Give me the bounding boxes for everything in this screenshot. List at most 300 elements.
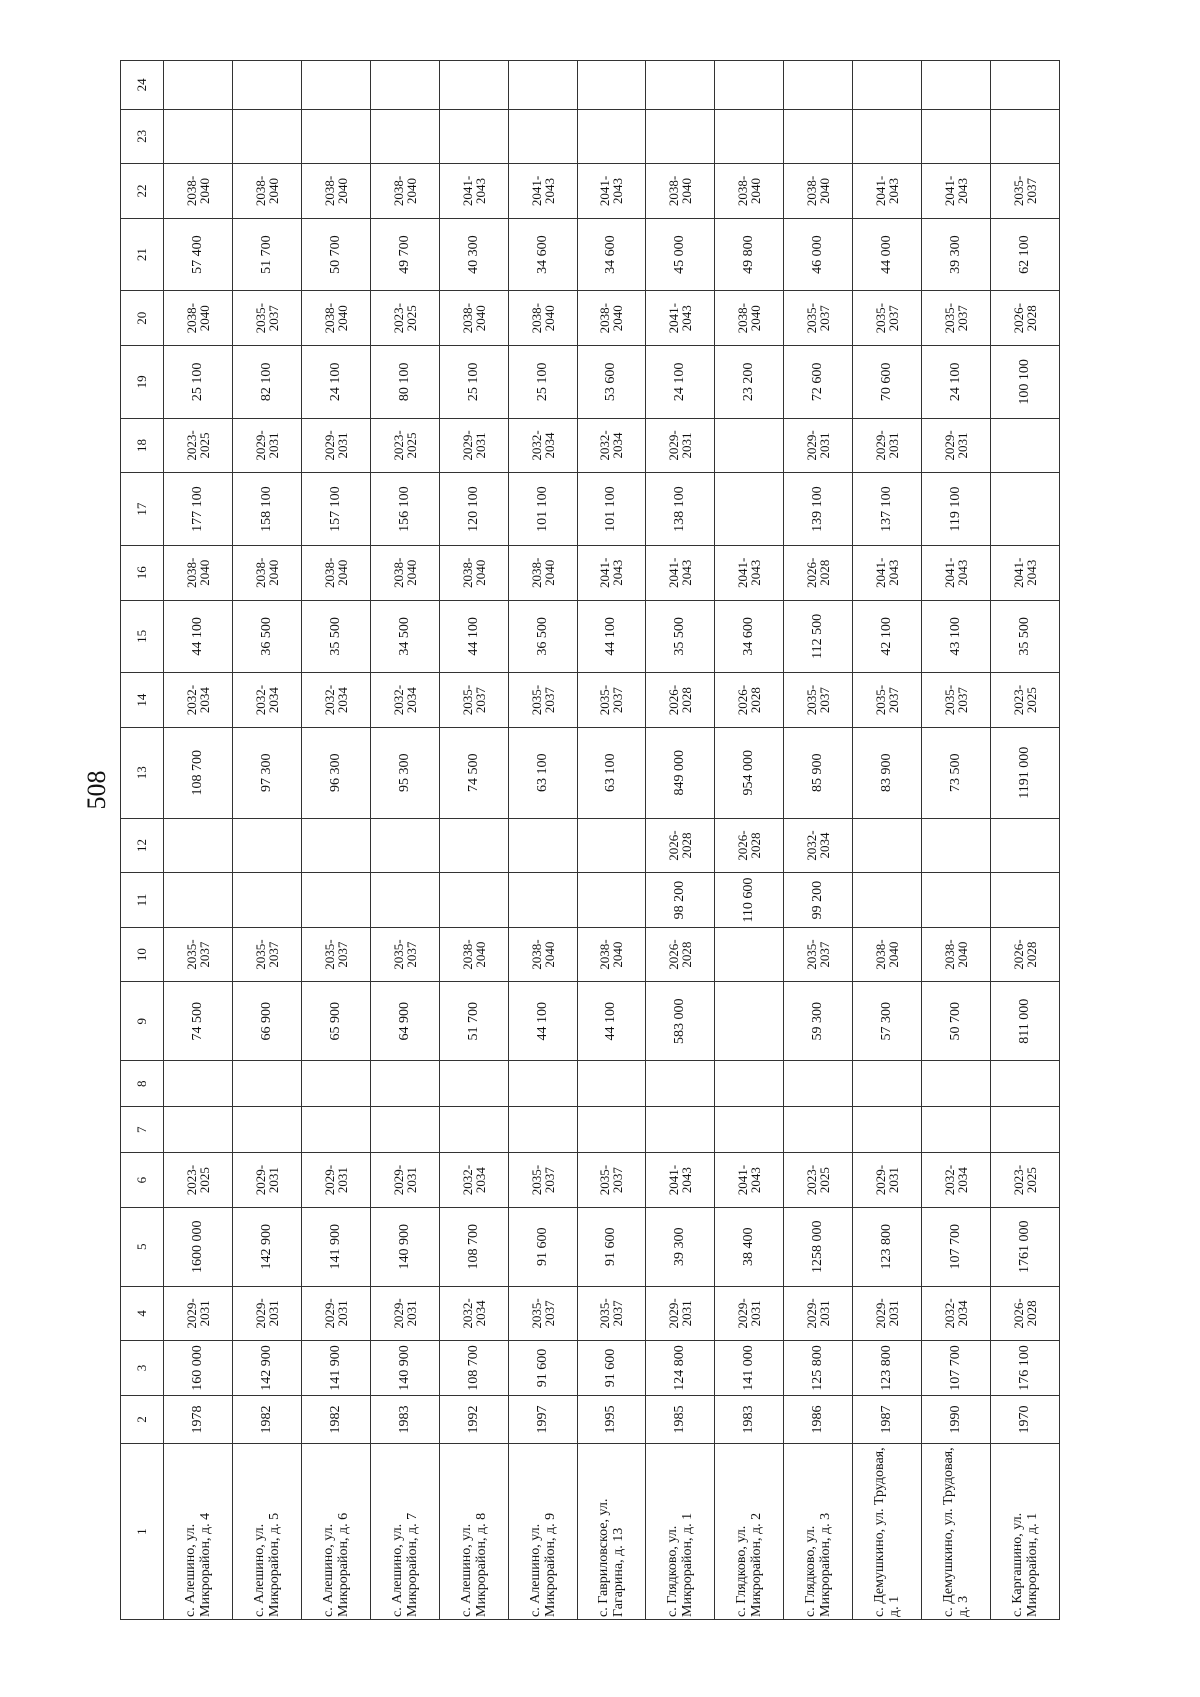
- table-cell: 140 900: [370, 1341, 439, 1396]
- address-cell: с. Глядково, ул. Микрорайон, д. 3: [784, 1444, 853, 1620]
- table-row: [784, 61, 853, 1620]
- table-cell: 158 100: [232, 473, 301, 546]
- table-cell: 141 900: [301, 1207, 370, 1286]
- table-cell: [853, 1061, 922, 1107]
- table-cell: 2029-2031: [370, 1153, 439, 1208]
- table-cell: [853, 873, 922, 928]
- table-cell: 73 500: [922, 727, 991, 818]
- table-cell: 2029-2031: [784, 418, 853, 473]
- table-cell: 2038-2040: [577, 927, 646, 982]
- table-cell: 1258 000: [784, 1207, 853, 1286]
- table-cell: [370, 1061, 439, 1107]
- table-cell: 1985: [646, 1395, 715, 1443]
- table-cell: 2041-2043: [508, 164, 577, 219]
- table-cell: 2038-2040: [439, 291, 508, 346]
- table-cell: 101 100: [577, 473, 646, 546]
- table-row: [646, 61, 715, 1620]
- table-cell: 63 100: [577, 727, 646, 818]
- table-cell: [577, 873, 646, 928]
- table-cell: [922, 61, 991, 110]
- column-header: 10: [121, 927, 164, 982]
- address-cell: с. Алешино, ул. Микрорайон, д. 9: [508, 1444, 577, 1620]
- table-cell: [577, 61, 646, 110]
- table-cell: 95 300: [370, 727, 439, 818]
- table-cell: 2023-2025: [164, 418, 233, 473]
- table-cell: [922, 818, 991, 873]
- table-cell: 44 000: [853, 218, 922, 291]
- table-cell: 2029-2031: [922, 418, 991, 473]
- table-cell: 1982: [232, 1395, 301, 1443]
- column-header: 5: [121, 1207, 164, 1286]
- table-cell: 51 700: [232, 218, 301, 291]
- table-cell: 25 100: [508, 345, 577, 418]
- table-cell: 2029-2031: [853, 1153, 922, 1208]
- address-cell: с. Алешино, ул. Микрорайон, д. 6: [301, 1444, 370, 1620]
- table-cell: 2029-2031: [232, 1153, 301, 1208]
- table-cell: 64 900: [370, 982, 439, 1061]
- table-cell: 157 100: [301, 473, 370, 546]
- table-cell: [922, 1061, 991, 1107]
- table-cell: 2035-2037: [991, 164, 1060, 219]
- table-cell: 2026-2028: [991, 927, 1060, 982]
- table-cell: 82 100: [232, 345, 301, 418]
- table-cell: 2041-2043: [853, 546, 922, 601]
- table-cell: 70 600: [853, 345, 922, 418]
- table-cell: [922, 109, 991, 164]
- table-cell: 35 500: [991, 600, 1060, 673]
- table-cell: [164, 818, 233, 873]
- table-cell: [370, 1107, 439, 1153]
- column-header: 12: [121, 818, 164, 873]
- table-cell: 2023-2025: [991, 1153, 1060, 1208]
- table-cell: 1983: [370, 1395, 439, 1443]
- table-cell: [232, 873, 301, 928]
- address-cell: с. Демушкино, ул. Трудовая, д. 3: [922, 1444, 991, 1620]
- table-cell: 72 600: [784, 345, 853, 418]
- table-cell: 2032-2034: [508, 418, 577, 473]
- table-cell: [164, 109, 233, 164]
- table-cell: 2032-2034: [439, 1153, 508, 1208]
- table-cell: 107 700: [922, 1341, 991, 1396]
- table-cell: 108 700: [164, 727, 233, 818]
- table-cell: 2038-2040: [508, 291, 577, 346]
- table-cell: 2026-2028: [991, 291, 1060, 346]
- table-cell: 53 600: [577, 345, 646, 418]
- table-cell: 44 100: [577, 982, 646, 1061]
- table-cell: 141 000: [715, 1341, 784, 1396]
- table-cell: [508, 818, 577, 873]
- table-cell: 65 900: [301, 982, 370, 1061]
- table-cell: 44 100: [508, 982, 577, 1061]
- table-cell: 2035-2037: [508, 673, 577, 728]
- table-cell: [232, 1107, 301, 1153]
- address-cell: с. Глядково, ул. Микрорайон, д. 2: [715, 1444, 784, 1620]
- table-cell: 2038-2040: [301, 291, 370, 346]
- address-cell: с. Алешино, ул. Микрорайон, д. 4: [164, 1444, 233, 1620]
- table-cell: 1761 000: [991, 1207, 1060, 1286]
- table-cell: 2038-2040: [508, 927, 577, 982]
- table-cell: 142 900: [232, 1341, 301, 1396]
- table-cell: 954 000: [715, 727, 784, 818]
- table-cell: [164, 873, 233, 928]
- table-cell: 42 100: [853, 600, 922, 673]
- table-cell: 44 100: [577, 600, 646, 673]
- table-cell: [232, 109, 301, 164]
- table-cell: [508, 873, 577, 928]
- table-cell: [715, 473, 784, 546]
- table-cell: 2023-2025: [991, 673, 1060, 728]
- table-cell: 98 200: [646, 873, 715, 928]
- table-cell: 35 500: [646, 600, 715, 673]
- column-header: 17: [121, 473, 164, 546]
- table-cell: [301, 1107, 370, 1153]
- table-cell: 2038-2040: [922, 927, 991, 982]
- column-header: 16: [121, 546, 164, 601]
- table-cell: 2035-2037: [922, 673, 991, 728]
- table-cell: 2038-2040: [164, 291, 233, 346]
- table-cell: 34 600: [508, 218, 577, 291]
- table-cell: 2029-2031: [853, 1286, 922, 1341]
- column-header: 8: [121, 1061, 164, 1107]
- table-cell: 2038-2040: [232, 546, 301, 601]
- table-cell: 2035-2037: [508, 1286, 577, 1341]
- table-cell: 2041-2043: [439, 164, 508, 219]
- address-cell: с. Демушкино, ул. Трудовая, д. 1: [853, 1444, 922, 1620]
- table-cell: [784, 1107, 853, 1153]
- table-row: [301, 61, 370, 1620]
- table-cell: 177 100: [164, 473, 233, 546]
- table-cell: [991, 109, 1060, 164]
- table-cell: 2026-2028: [646, 927, 715, 982]
- table-cell: 2038-2040: [439, 927, 508, 982]
- table-cell: 2032-2034: [164, 673, 233, 728]
- table-cell: 2029-2031: [439, 418, 508, 473]
- address-cell: с. Гавриловское, ул. Гагарина, д. 13: [577, 1444, 646, 1620]
- column-header: 24: [121, 61, 164, 110]
- table-cell: 2035-2037: [577, 1153, 646, 1208]
- table-cell: [508, 1107, 577, 1153]
- address-cell: с. Алешино, ул. Микрорайон, д. 8: [439, 1444, 508, 1620]
- table-row: [577, 61, 646, 1620]
- table-cell: 2029-2031: [784, 1286, 853, 1341]
- table-cell: 2035-2037: [232, 927, 301, 982]
- table-cell: 34 600: [715, 600, 784, 673]
- table-cell: 51 700: [439, 982, 508, 1061]
- column-header: 22: [121, 164, 164, 219]
- table-cell: [991, 473, 1060, 546]
- table-cell: 39 300: [646, 1207, 715, 1286]
- table-cell: 50 700: [922, 982, 991, 1061]
- table-cell: [922, 1107, 991, 1153]
- table-cell: [164, 1107, 233, 1153]
- table-cell: 1978: [164, 1395, 233, 1443]
- column-header: 1: [121, 1444, 164, 1620]
- table-cell: [370, 61, 439, 110]
- address-cell: с. Глядково, ул. Микрорайон, д. 1: [646, 1444, 715, 1620]
- table-cell: 36 500: [508, 600, 577, 673]
- table-cell: 91 600: [508, 1341, 577, 1396]
- table-cell: 91 600: [577, 1207, 646, 1286]
- table-cell: 2026-2028: [991, 1286, 1060, 1341]
- table-cell: 2026-2028: [715, 673, 784, 728]
- table-cell: 2041-2043: [646, 1153, 715, 1208]
- column-header: 13: [121, 727, 164, 818]
- table-cell: 2029-2031: [164, 1286, 233, 1341]
- table-cell: 2029-2031: [370, 1286, 439, 1341]
- table-cell: [577, 1107, 646, 1153]
- column-header: 6: [121, 1153, 164, 1208]
- table-cell: [439, 1061, 508, 1107]
- column-header: 20: [121, 291, 164, 346]
- table-cell: [370, 818, 439, 873]
- table-cell: 2026-2028: [646, 673, 715, 728]
- table-cell: [715, 109, 784, 164]
- table-cell: 2041-2043: [991, 546, 1060, 601]
- table-cell: 96 300: [301, 727, 370, 818]
- table-row: [164, 61, 233, 1620]
- table-cell: 2029-2031: [715, 1286, 784, 1341]
- table-cell: 57 400: [164, 218, 233, 291]
- table-cell: 583 000: [646, 982, 715, 1061]
- table-cell: 101 100: [508, 473, 577, 546]
- table-cell: 2032-2034: [370, 673, 439, 728]
- table-cell: [301, 109, 370, 164]
- table-cell: 74 500: [164, 982, 233, 1061]
- table-cell: 36 500: [232, 600, 301, 673]
- table-cell: 2032-2034: [577, 418, 646, 473]
- data-table: [120, 60, 1060, 1620]
- table-cell: 2029-2031: [232, 418, 301, 473]
- table-cell: [991, 818, 1060, 873]
- table-cell: 23 200: [715, 345, 784, 418]
- table-cell: 2032-2034: [439, 1286, 508, 1341]
- table-cell: 80 100: [370, 345, 439, 418]
- table-cell: [715, 982, 784, 1061]
- table-cell: 24 100: [646, 345, 715, 418]
- table-cell: 107 700: [922, 1207, 991, 1286]
- table-cell: [784, 61, 853, 110]
- table-cell: [991, 418, 1060, 473]
- table-cell: 2023-2025: [164, 1153, 233, 1208]
- table-cell: 2026-2028: [646, 818, 715, 873]
- table-cell: 2038-2040: [853, 927, 922, 982]
- table-cell: 112 500: [784, 600, 853, 673]
- table-cell: 50 700: [301, 218, 370, 291]
- table-cell: 124 800: [646, 1341, 715, 1396]
- table-cell: 2035-2037: [508, 1153, 577, 1208]
- table-cell: [646, 1107, 715, 1153]
- table-cell: [991, 1107, 1060, 1153]
- table-cell: [922, 873, 991, 928]
- table-cell: 40 300: [439, 218, 508, 291]
- table-cell: 66 900: [232, 982, 301, 1061]
- table-cell: 139 100: [784, 473, 853, 546]
- column-header: 14: [121, 673, 164, 728]
- table-cell: 1987: [853, 1395, 922, 1443]
- table-cell: 2038-2040: [370, 164, 439, 219]
- table-cell: 1982: [301, 1395, 370, 1443]
- table-cell: 2029-2031: [853, 418, 922, 473]
- table-cell: 2038-2040: [508, 546, 577, 601]
- table-cell: 2035-2037: [577, 673, 646, 728]
- table-cell: 119 100: [922, 473, 991, 546]
- table-cell: 2026-2028: [715, 818, 784, 873]
- table-cell: [853, 818, 922, 873]
- table-cell: 38 400: [715, 1207, 784, 1286]
- table-cell: [164, 1061, 233, 1107]
- table-cell: 110 600: [715, 873, 784, 928]
- table-cell: [715, 1061, 784, 1107]
- table-cell: [508, 61, 577, 110]
- table-cell: 2035-2037: [370, 927, 439, 982]
- table-cell: 57 300: [853, 982, 922, 1061]
- table-cell: 2038-2040: [301, 546, 370, 601]
- table-cell: 2041-2043: [646, 291, 715, 346]
- table-cell: 2038-2040: [577, 291, 646, 346]
- table-cell: 34 600: [577, 218, 646, 291]
- table-cell: 2029-2031: [301, 1153, 370, 1208]
- table-cell: 2035-2037: [784, 927, 853, 982]
- table-cell: 1970: [991, 1395, 1060, 1443]
- table-cell: 2038-2040: [232, 164, 301, 219]
- table-cell: 1600 000: [164, 1207, 233, 1286]
- table-cell: [439, 873, 508, 928]
- table-cell: 1992: [439, 1395, 508, 1443]
- table-row: [232, 61, 301, 1620]
- table-cell: 2032-2034: [784, 818, 853, 873]
- column-header: 2: [121, 1395, 164, 1443]
- table-cell: 1983: [715, 1395, 784, 1443]
- table-cell: [991, 873, 1060, 928]
- table-cell: [715, 61, 784, 110]
- table-cell: 25 100: [439, 345, 508, 418]
- table-cell: [715, 927, 784, 982]
- table-cell: 35 500: [301, 600, 370, 673]
- table-cell: 85 900: [784, 727, 853, 818]
- table-cell: 2029-2031: [301, 1286, 370, 1341]
- table-cell: [646, 1061, 715, 1107]
- table-cell: [853, 61, 922, 110]
- table-cell: [646, 109, 715, 164]
- table-cell: 49 800: [715, 218, 784, 291]
- table-cell: 1990: [922, 1395, 991, 1443]
- data-table-region: [120, 60, 1060, 1620]
- table-row: [508, 61, 577, 1620]
- table-cell: [508, 1061, 577, 1107]
- table-cell: [508, 109, 577, 164]
- column-header: 19: [121, 345, 164, 418]
- table-cell: 849 000: [646, 727, 715, 818]
- table-cell: 83 900: [853, 727, 922, 818]
- table-cell: 120 100: [439, 473, 508, 546]
- table-row: [922, 61, 991, 1620]
- table-cell: [439, 109, 508, 164]
- table-cell: [232, 818, 301, 873]
- table-cell: 2038-2040: [370, 546, 439, 601]
- table-cell: 91 600: [508, 1207, 577, 1286]
- column-header: 7: [121, 1107, 164, 1153]
- column-header: 11: [121, 873, 164, 928]
- table-cell: [370, 109, 439, 164]
- table-cell: 2038-2040: [439, 546, 508, 601]
- table-cell: 140 900: [370, 1207, 439, 1286]
- table-cell: 125 800: [784, 1341, 853, 1396]
- table-cell: 62 100: [991, 218, 1060, 291]
- table-cell: 2041-2043: [715, 1153, 784, 1208]
- table-cell: [439, 818, 508, 873]
- table-cell: 2023-2025: [784, 1153, 853, 1208]
- table-cell: 142 900: [232, 1207, 301, 1286]
- table-cell: 97 300: [232, 727, 301, 818]
- table-cell: 2035-2037: [853, 673, 922, 728]
- table-cell: 2041-2043: [646, 546, 715, 601]
- table-cell: 1986: [784, 1395, 853, 1443]
- table-cell: 2035-2037: [853, 291, 922, 346]
- table-cell: 2035-2037: [164, 927, 233, 982]
- table-cell: 2038-2040: [715, 164, 784, 219]
- table-cell: 141 900: [301, 1341, 370, 1396]
- column-header: 21: [121, 218, 164, 291]
- table-cell: 138 100: [646, 473, 715, 546]
- table-cell: 2035-2037: [439, 673, 508, 728]
- table-cell: 2029-2031: [646, 1286, 715, 1341]
- table-cell: 34 500: [370, 600, 439, 673]
- table-cell: 2026-2028: [784, 546, 853, 601]
- table-cell: [577, 1061, 646, 1107]
- table-cell: 2038-2040: [301, 164, 370, 219]
- table-cell: 811 000: [991, 982, 1060, 1061]
- table-cell: 2041-2043: [577, 164, 646, 219]
- column-header: 23: [121, 109, 164, 164]
- table-cell: 45 000: [646, 218, 715, 291]
- table-cell: [439, 1107, 508, 1153]
- table-cell: [991, 61, 1060, 110]
- table-cell: 24 100: [301, 345, 370, 418]
- table-cell: 46 000: [784, 218, 853, 291]
- column-header: 3: [121, 1341, 164, 1396]
- table-row: [439, 61, 508, 1620]
- table-cell: 2032-2034: [301, 673, 370, 728]
- page-number: 508: [82, 770, 111, 810]
- table-cell: 108 700: [439, 1207, 508, 1286]
- table-cell: [301, 1061, 370, 1107]
- table-cell: 2035-2037: [784, 291, 853, 346]
- table-cell: [577, 109, 646, 164]
- table-cell: 2035-2037: [577, 1286, 646, 1341]
- table-cell: 100 100: [991, 345, 1060, 418]
- table-cell: [784, 1061, 853, 1107]
- table-cell: 59 300: [784, 982, 853, 1061]
- table-cell: 137 100: [853, 473, 922, 546]
- table-cell: 2038-2040: [715, 291, 784, 346]
- table-cell: 44 100: [439, 600, 508, 673]
- table-cell: 1997: [508, 1395, 577, 1443]
- table-cell: 2038-2040: [164, 546, 233, 601]
- table-cell: [784, 109, 853, 164]
- table-cell: [646, 61, 715, 110]
- table-cell: 2032-2034: [232, 673, 301, 728]
- column-header: 4: [121, 1286, 164, 1341]
- table-cell: 2041-2043: [853, 164, 922, 219]
- table-cell: [991, 1061, 1060, 1107]
- table-cell: 74 500: [439, 727, 508, 818]
- table-cell: 2035-2037: [784, 673, 853, 728]
- table-cell: [853, 109, 922, 164]
- table-cell: 2029-2031: [301, 418, 370, 473]
- table-cell: [853, 1107, 922, 1153]
- table-row: [715, 61, 784, 1620]
- address-cell: с. Алешино, ул. Микрорайон, д. 7: [370, 1444, 439, 1620]
